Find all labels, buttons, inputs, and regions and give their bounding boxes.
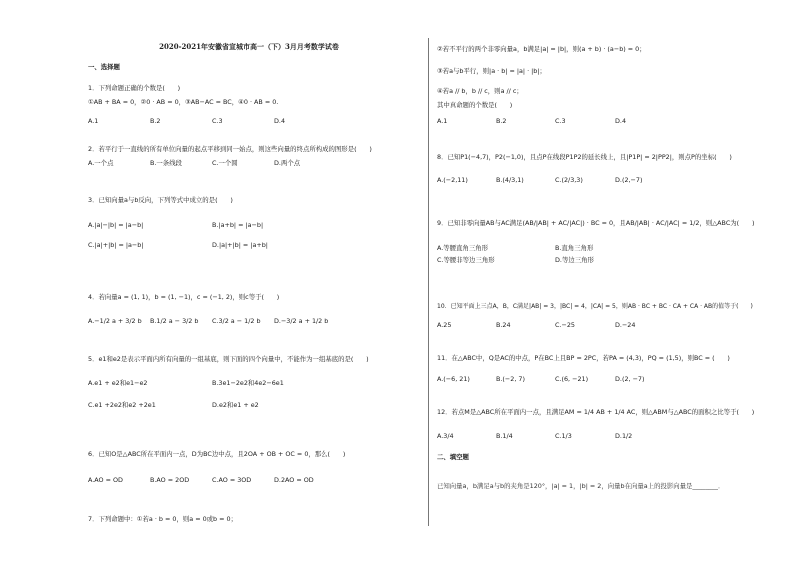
q8-stem: 8．已知P1(−4,7)，P2(−1,0)，且点P在线段P1P2的延长线上，且|P1P| = 2|PP2|，则点P的坐标( ) [437, 153, 732, 161]
column-divider [428, 38, 429, 526]
q9-option-c: C.等腰非等边三角形 [437, 256, 495, 264]
q4-option-d: D.−3/2 a + 1/2 b [274, 317, 329, 325]
q7-option-b: B.2 [496, 117, 507, 125]
q8-option-b: B.(4/3,1) [496, 176, 524, 184]
q5-option-c: C.e1 +2e2和e2 +2e1 [88, 401, 156, 409]
q10-option-a: A.25 [437, 321, 452, 329]
q2-stem: 2．若平行于一直线的所有单位向量的起点平移到同一始点，则这些向量的终点所构成的图形是( ) [88, 145, 372, 153]
q4-stem: 4．若向量a = (1, 1)，b = (1, −1)，c = (−1, 2)，则c等于( ) [88, 293, 280, 301]
q11-option-c: C.(6, −21) [555, 375, 589, 383]
q5-stem: 5．e1和e2是表示平面内所有向量的一组基底，则下面的四个向量中，不能作为一组基底的是( ) [88, 355, 369, 363]
q8-option-c: C.(2/3,3) [555, 176, 583, 184]
q4-option-a: A.−1/2 a + 3/2 b [88, 317, 142, 325]
q1-option-d: D.4 [274, 117, 286, 125]
q3-option-c: C.|a|+|b| = |a−b| [88, 241, 144, 249]
q9-option-a: A.等腰直角三角形 [437, 244, 489, 252]
q1-option-a: A.1 [88, 117, 99, 125]
q12-option-b: B.1/4 [496, 432, 513, 440]
q1-items: ①AB + BA = 0，②0 · AB = 0，③AB−AC = BC，④0 · AB = 0. [88, 98, 279, 106]
q12-option-d: D.1/2 [615, 432, 633, 440]
q5-option-a: A.e1 + e2和e1−e2 [88, 379, 148, 387]
q10-option-d: D.−24 [615, 321, 636, 329]
q5-option-b: B.3e1−2e2和4e2−6e1 [212, 379, 284, 387]
q1-stem: 1．下列命题正确的个数是( ) [88, 84, 181, 92]
section-choice-heading: 一、选择题 [88, 63, 120, 71]
q7-item-3: ③若a与b平行，则|a · b| = |a| · |b|； [437, 67, 546, 75]
q7-option-a: A.1 [437, 117, 448, 125]
q11-stem: 11．在△ABC中，Q是AC的中点，P在BC上且BP = 2PC，若PA = (4,3)，PQ = (1,5)，则BC = ( ) [437, 354, 730, 362]
q10-option-b: B.24 [496, 321, 511, 329]
q9-stem: 9．已知非零向量AB与AC满足(AB/|AB| + AC/|AC|) · BC = 0，且AB/|AB| · AC/|AC| = 1/2，则△ABC为( ) [437, 219, 755, 227]
q8-option-a: A.(−2,11) [437, 176, 468, 184]
q8-option-d: D.(2,−7) [615, 176, 643, 184]
q13-stem: 已知向量a，b满足a与b的夹角是120°，|a| = 1，|b| = 2，向量b在向量a上的投影向量是________． [437, 482, 725, 490]
q11-option-d: D.(2, −7) [615, 375, 645, 383]
q4-option-c: C.3/2 a − 1/2 b [212, 317, 261, 325]
q12-stem: 12．若点M是△ABC所在平面内一点，且满足AM = 1/4 AB + 1/4 AC，则△ABM与△ABC的面积之比等于( ) [437, 408, 755, 416]
q9-option-b: B.直角三角形 [555, 244, 594, 252]
q6-option-d: D.2AO = OD [274, 476, 314, 484]
q2-option-a: A.一个点 [88, 159, 114, 167]
q7-item-2: ②若不平行的两个非零向量a，b满足|a| = |b|，则(a + b) · (a−b) = 0； [437, 45, 646, 53]
q7-stem: 7．下列命题中：①若a · b = 0，则a = 0或b = 0； [88, 515, 237, 523]
q3-option-b: B.|a+b| = |a−b| [212, 221, 264, 229]
q11-option-b: B.(−2, 7) [496, 375, 525, 383]
q6-stem: 6．已知O是△ABC所在平面内一点，D为BC边中点，且2OA + OB + OC = 0，那么( ) [88, 450, 346, 458]
q2-option-b: B.一条线段 [150, 159, 182, 167]
q3-option-a: A.|a|−|b| = |a−b| [88, 221, 144, 229]
q2-option-c: C.一个圆 [212, 159, 238, 167]
q3-option-d: D.|a|+|b| = |a+b| [212, 241, 268, 249]
q10-stem: 10．已知平面上三点A，B，C满足|AB| = 3，|BC| = 4，|CA| = 5，则AB · BC + BC · CA + CA · AB的值等于( ) [437, 303, 753, 310]
q7-item-4: ④若a // b，b // c，则a // c； [437, 87, 523, 95]
q3-stem: 3．已知向量a与b反向，下列等式中成立的是( ) [88, 196, 233, 204]
q7-option-d: D.4 [615, 117, 627, 125]
q1-option-b: B.2 [150, 117, 161, 125]
q10-option-c: C.−25 [555, 321, 575, 329]
q4-option-b: B.1/2 a − 3/2 b [150, 317, 199, 325]
q11-option-a: A.(−6, 21) [437, 375, 470, 383]
q7-option-c: C.3 [555, 117, 566, 125]
q7-tail: 其中真命题的个数是( ) [437, 101, 513, 109]
q2-option-d: D.两个点 [274, 159, 301, 167]
q1-option-c: C.3 [212, 117, 223, 125]
q6-option-a: A.AO = OD [88, 476, 123, 484]
q6-option-c: C.AO = 3OD [212, 476, 252, 484]
q9-option-d: D.等边三角形 [555, 256, 594, 264]
q5-option-d: D.e2和e1 + e2 [212, 401, 259, 409]
page-title: 2020-2021年安徽省宣城市高一（下）3月月考数学试卷 [159, 42, 339, 51]
q6-option-b: B.AO = 2OD [150, 476, 190, 484]
q12-option-c: C.1/3 [555, 432, 572, 440]
q12-option-a: A.3/4 [437, 432, 454, 440]
section-fill-heading: 二、填空题 [437, 453, 469, 461]
